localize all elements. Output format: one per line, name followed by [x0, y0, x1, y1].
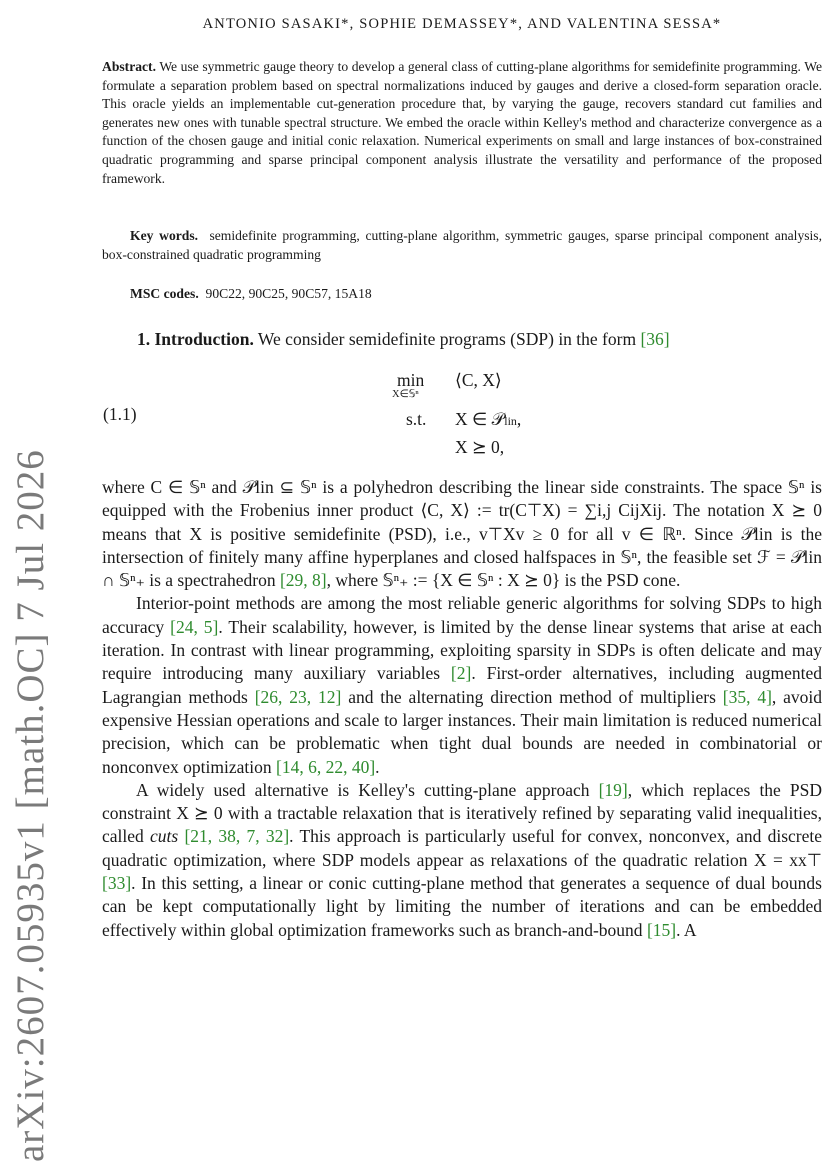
eq-min-sub: X∈𝕊ⁿ [392, 389, 419, 400]
keywords-text: semidefinite programming, cutting-plane algorithm, symmetric gauges, sparse principal component analysis, box-constrained quadratic programming [102, 228, 822, 262]
arxiv-stamp: arXiv:2607.05935v1 [math.OC] 7 Jul 2026 [9, 449, 52, 1162]
msc-codes [130, 286, 830, 302]
citation-link[interactable]: [19] [598, 779, 628, 800]
citation-link[interactable]: [2] [450, 663, 472, 684]
citation-link[interactable]: [36] [640, 329, 670, 349]
paragraph-3: A widely used alternative is Kelley's cutting-plane approach [19], which replaces the PSD constraint X ⪰ 0 with a tractable relaxation that is iteratively refined by separating valid inequalities, called cuts [21, 38, 7, 32]. This approach is particularly useful for convex, nonconvex, and discrete quadratic optimization, where SDP models appear as relaxations of the quadratic relation X = xx⊤ [33]. In this setting, a linear or conic cutting-plane method that generates a sequence of dual bounds can be kept computationally light by limiting the number of iterations and can be embedded effectively within global optimization frameworks such as branch-and-bound [15]. A [102, 779, 823, 940]
citation-link[interactable]: [35, 4] [722, 686, 772, 707]
intro-text: We consider semidefinite programs (SDP) in the form [257, 329, 637, 349]
equation-number: (1.1) [103, 404, 137, 424]
introduction-heading-line [137, 329, 827, 350]
section-heading: 1. Introduction. [137, 329, 254, 349]
citation-link[interactable]: [24, 5] [170, 616, 219, 637]
abstract-label: Abstract. [102, 59, 156, 74]
citation-link[interactable]: [29, 8] [279, 570, 327, 591]
citation-link[interactable]: [14, 6, 22, 40] [276, 756, 376, 777]
eq-constraint-2: X ⪰ 0, [455, 437, 505, 457]
msc-label: MSC codes. [130, 286, 199, 301]
keywords [102, 227, 822, 264]
abstract [102, 58, 822, 188]
abstract-text: We use symmetric gauge theory to develop a general class of cutting-plane algorithms for semidefinite programming. We formulate a separation problem based on spectral normalizations induced by gauges and derive a closed-form separation oracle. This oracle yields an implementable cut-generation procedure that, by varying the gauge, recovers standard cut families and generates new ones with tunable spectral structure. We embed the oracle within Kelley's method and characterize convergence as a function of the chosen gauge and initial conic relaxation. Numerical experiments on small and large instances of box-constrained quadratic programming and sparse principal component analysis illustrate the versatility and performance of the proposed framework. [102, 59, 822, 186]
citation-link[interactable]: [15] [646, 919, 677, 940]
eq-objective: ⟨C, X⟩ [455, 370, 502, 390]
paragraph-2: Interior-point methods are among the most reliable generic algorithms for solving SDPs to high accuracy [24, 5]. Their scalability, however, is limited by the dense linear systems that arise at each iteration. In contrast with linear programming, exploiting sparsity in SDPs is often delicate and may require introducing many auxiliary variables [2]. First-order alternatives, including augmented Lagrangian methods [26, 23, 12] and the alternating direction method of multipliers [35, 4], avoid expensive Hessian operations and scale to larger instances. Their main limitation is reduced numerical precision, which can be problematic when tight dual bounds are needed in combinatorial or nonconvex optimization [14, 6, 22, 40]. [102, 593, 823, 777]
body-text [102, 476, 822, 942]
keywords-label: Key words. [130, 228, 199, 243]
eq-min: min [397, 370, 425, 390]
eq-constraint-1: X ∈ 𝒫lin, [455, 409, 522, 429]
eq-st: s.t. [406, 409, 427, 429]
author-list: ANTONIO SASAKI*, SOPHIE DEMASSEY*, AND VALENTINA SESSA* [202, 16, 722, 32]
citation-link[interactable]: [33] [102, 873, 132, 894]
paragraph-1: where C ∈ 𝕊ⁿ and 𝒫lin ⊆ 𝕊ⁿ is a polyhedron describing the linear side constraints. The space 𝕊ⁿ is equipped with the Frobenius inner product ⟨C, X⟩ := tr(C⊤X) = ∑i,j CijXij. The notation X ⪰ 0 means that X is positive semidefinite (PSD), i.e., v⊤Xv ≥ 0 for all v ∈ ℝⁿ. Since 𝒫lin is the intersection of finitely many affine hyperplanes and closed halfspaces in 𝕊ⁿ, the feasible set ℱ = 𝒫lin ∩ 𝕊ⁿ₊ is a spectrahedron [29, 8], where 𝕊ⁿ₊ := {X ∈ 𝕊ⁿ : X ⪰ 0} is the PSD cone. [102, 477, 822, 591]
msc-text: 90C22, 90C25, 90C57, 15A18 [205, 286, 372, 301]
citation-link[interactable]: [26, 23, 12] [254, 686, 342, 707]
citation-link[interactable]: [21, 38, 7, 32] [184, 826, 290, 847]
